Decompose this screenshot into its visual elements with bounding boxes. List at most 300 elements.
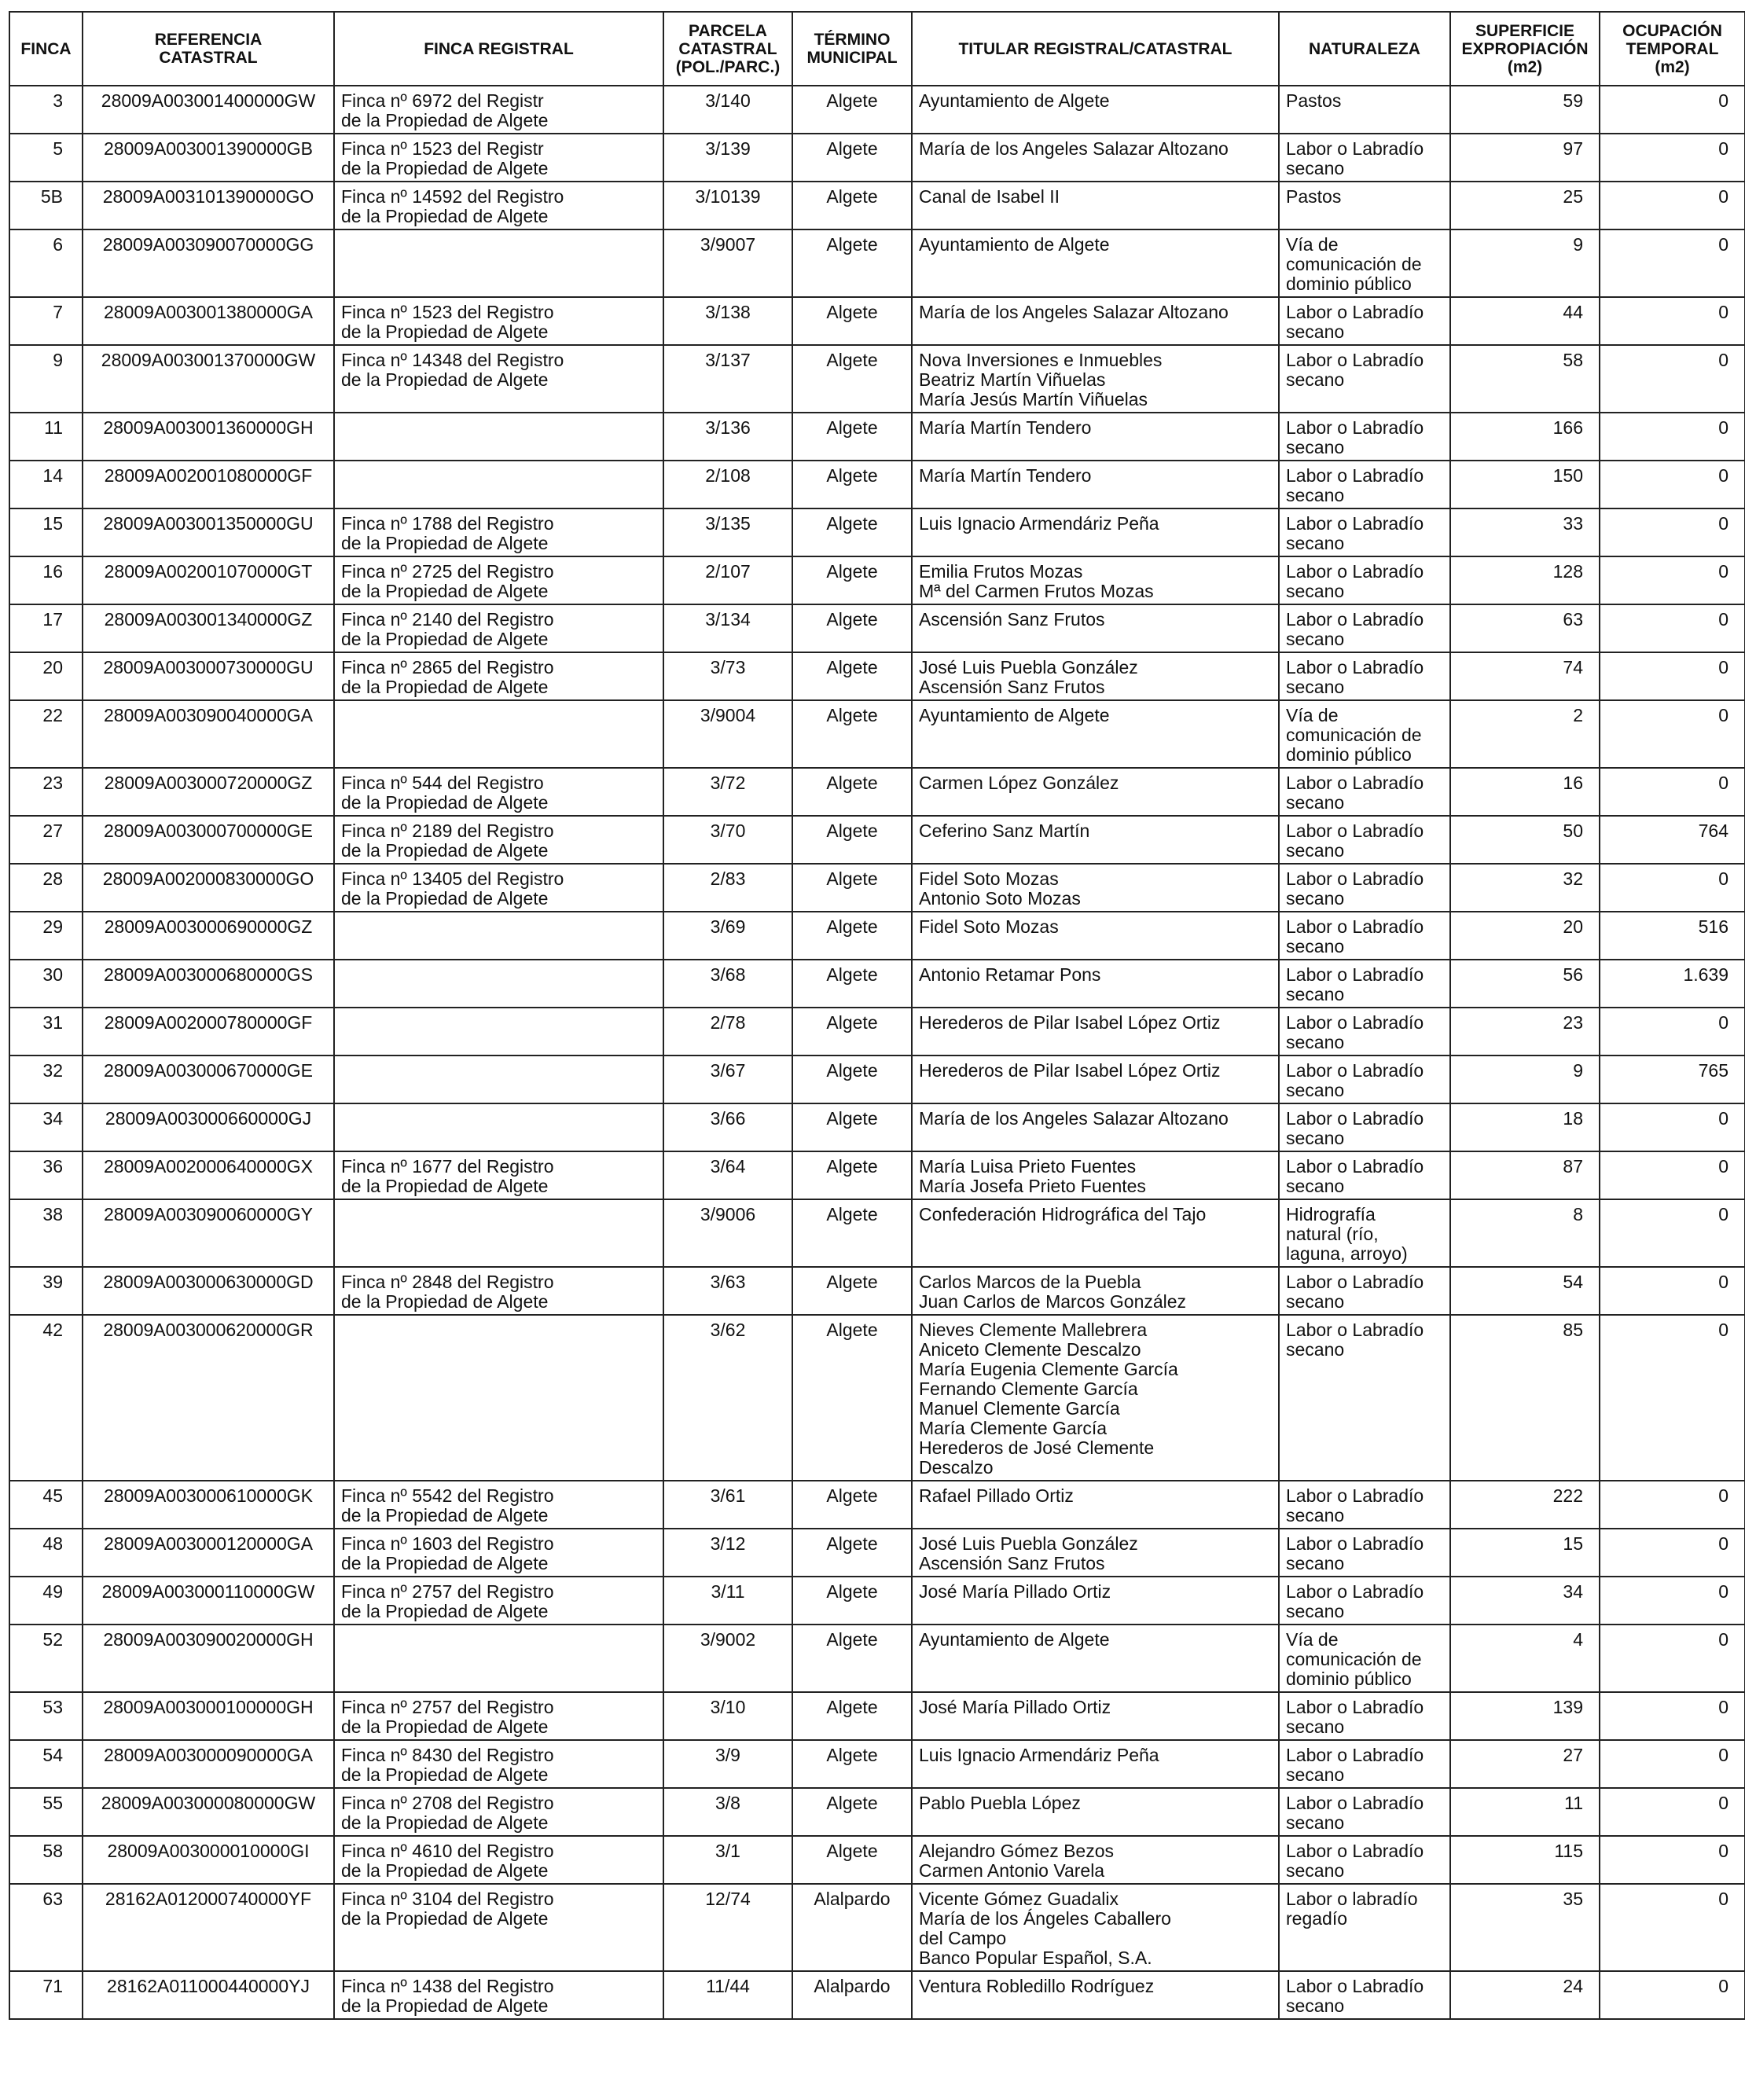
cell-naturaleza — [1279, 1199, 1450, 1267]
cell-termino-municipal: Algete — [792, 1151, 912, 1199]
cell-naturaleza-line: regadío — [1286, 1908, 1348, 1929]
cell-naturaleza-line: dominio público — [1286, 274, 1412, 294]
cell-finca-registral — [334, 1625, 663, 1692]
cell-naturaleza — [1279, 1788, 1450, 1836]
cell-superficie: 85 — [1450, 1315, 1600, 1481]
cell-termino-municipal: Algete — [792, 461, 912, 508]
cell-superficie: 27 — [1450, 1740, 1600, 1788]
cell-finca-registral — [334, 556, 663, 604]
table-row — [9, 700, 1745, 768]
cell-finca-registral — [334, 1008, 663, 1056]
cell-termino-municipal: Alalpardo — [792, 1884, 912, 1971]
cell-titular — [912, 229, 1279, 297]
cell-naturaleza — [1279, 1103, 1450, 1151]
cell-titular-line: Herederos de Pilar Isabel López Ortiz — [919, 1060, 1221, 1081]
cell-naturaleza-line: Labor o Labradío — [1286, 821, 1424, 841]
cell-titular — [912, 86, 1279, 134]
cell-finca-registral-line: Finca nº 3104 del Registro — [341, 1889, 554, 1909]
cell-naturaleza-line: secano — [1286, 629, 1345, 649]
cell-titular — [912, 1103, 1279, 1151]
cell-referencia-catastral: 28009A003001400000GW — [83, 86, 334, 134]
cell-naturaleza-line: Labor o Labradío — [1286, 138, 1424, 159]
cell-naturaleza-line: Labor o Labradío — [1286, 1793, 1424, 1813]
cell-superficie: 166 — [1450, 413, 1600, 461]
cell-referencia-catastral: 28009A003000100000GH — [83, 1692, 334, 1740]
table-row — [9, 1884, 1745, 1971]
cell-naturaleza — [1279, 1056, 1450, 1103]
cell-naturaleza-line: Labor o Labradío — [1286, 1581, 1424, 1602]
cell-titular — [912, 1267, 1279, 1315]
cell-finca-registral-line: Finca nº 2708 del Registro — [341, 1793, 554, 1813]
cell-titular-line: María Jesús Martín Viñuelas — [919, 389, 1148, 409]
cell-titular-line: Nova Inversiones e Inmuebles — [919, 350, 1163, 370]
cell-naturaleza-line: secano — [1286, 936, 1345, 956]
cell-titular — [912, 1971, 1279, 2019]
table-row — [9, 1056, 1745, 1103]
cell-referencia-catastral: 28009A003000080000GW — [83, 1788, 334, 1836]
table-row — [9, 86, 1745, 134]
cell-titular — [912, 1008, 1279, 1056]
cell-referencia-catastral: 28009A003000090000GA — [83, 1740, 334, 1788]
cell-naturaleza — [1279, 912, 1450, 960]
cell-referencia-catastral: 28009A002000640000GX — [83, 1151, 334, 1199]
cell-titular-line: María Josefa Prieto Fuentes — [919, 1176, 1146, 1196]
cell-referencia-catastral: 28009A002000780000GF — [83, 1008, 334, 1056]
cell-referencia-catastral: 28162A011000440000YJ — [83, 1971, 334, 2019]
cell-naturaleza-line: natural (río, — [1286, 1224, 1379, 1244]
cell-superficie: 16 — [1450, 768, 1600, 816]
cell-finca-registral — [334, 1692, 663, 1740]
cell-superficie: 97 — [1450, 134, 1600, 182]
header-superficie-expropiacion: SUPERFICIE EXPROPIACIÓN (m2) — [1450, 12, 1600, 86]
cell-titular — [912, 816, 1279, 864]
cell-referencia-catastral: 28009A003000700000GE — [83, 816, 334, 864]
table-row — [9, 508, 1745, 556]
cell-titular — [912, 1315, 1279, 1481]
cell-finca: 54 — [9, 1740, 83, 1788]
cell-finca-registral-line: Finca nº 2140 del Registro — [341, 609, 554, 630]
cell-ocupacion: 0 — [1600, 1103, 1745, 1151]
cell-superficie: 18 — [1450, 1103, 1600, 1151]
cell-parcela: 2/108 — [663, 461, 792, 508]
cell-naturaleza-line: secano — [1286, 792, 1345, 813]
cell-titular-line: Emilia Frutos Mozas — [919, 561, 1083, 582]
cell-naturaleza — [1279, 1151, 1450, 1199]
cell-titular-line: María de los Angeles Salazar Altozano — [919, 302, 1229, 322]
cell-titular — [912, 1151, 1279, 1199]
cell-parcela: 2/78 — [663, 1008, 792, 1056]
cell-naturaleza-line: Labor o Labradío — [1286, 1272, 1424, 1292]
cell-finca-registral — [334, 1315, 663, 1481]
cell-finca: 9 — [9, 345, 83, 413]
cell-titular-line: María Clemente García — [919, 1418, 1108, 1438]
cell-naturaleza-line: Pastos — [1286, 90, 1342, 111]
cell-parcela: 3/66 — [663, 1103, 792, 1151]
cell-naturaleza-line: Labor o Labradío — [1286, 1745, 1424, 1765]
cell-finca-registral-line: de la Propiedad de Algete — [341, 1601, 549, 1621]
cell-referencia-catastral: 28009A003000630000GD — [83, 1267, 334, 1315]
cell-finca: 32 — [9, 1056, 83, 1103]
cell-finca-registral-line: Finca nº 2757 del Registro — [341, 1581, 554, 1602]
cell-finca-registral — [334, 86, 663, 134]
cell-naturaleza — [1279, 413, 1450, 461]
cell-referencia-catastral: 28009A003101390000GO — [83, 182, 334, 229]
cell-ocupacion: 0 — [1600, 413, 1745, 461]
cell-titular — [912, 556, 1279, 604]
cell-referencia-catastral: 28009A003001390000GB — [83, 134, 334, 182]
table-row — [9, 1692, 1745, 1740]
cell-superficie: 20 — [1450, 912, 1600, 960]
cell-finca-registral-line: Finca nº 544 del Registro — [341, 773, 544, 793]
cell-parcela: 3/61 — [663, 1481, 792, 1529]
cell-finca: 42 — [9, 1315, 83, 1481]
cell-referencia-catastral: 28009A003000620000GR — [83, 1315, 334, 1481]
cell-titular — [912, 1056, 1279, 1103]
table-body — [9, 86, 1745, 2019]
cell-naturaleza — [1279, 1971, 1450, 2019]
cell-finca: 31 — [9, 1008, 83, 1056]
cell-titular-line: Manuel Clemente García — [919, 1398, 1120, 1419]
cell-titular — [912, 1692, 1279, 1740]
cell-naturaleza-line: secano — [1286, 1860, 1345, 1881]
cell-naturaleza — [1279, 229, 1450, 297]
cell-termino-municipal: Algete — [792, 816, 912, 864]
cell-finca: 36 — [9, 1151, 83, 1199]
cell-naturaleza-line: Vía de — [1286, 705, 1339, 725]
cell-naturaleza-line: Labor o Labradío — [1286, 1012, 1424, 1033]
cell-naturaleza-line: Labor o Labradío — [1286, 1533, 1424, 1554]
cell-naturaleza-line: Labor o Labradío — [1286, 773, 1424, 793]
cell-referencia-catastral: 28009A003090060000GY — [83, 1199, 334, 1267]
cell-finca-registral-line: de la Propiedad de Algete — [341, 629, 549, 649]
cell-finca-registral-line: de la Propiedad de Algete — [341, 1505, 549, 1525]
cell-termino-municipal: Algete — [792, 1788, 912, 1836]
cell-titular — [912, 912, 1279, 960]
cell-termino-municipal: Algete — [792, 1056, 912, 1103]
cell-titular-line: María de los Ángeles Caballero — [919, 1908, 1171, 1929]
cell-naturaleza — [1279, 1625, 1450, 1692]
cell-titular-line: Ceferino Sanz Martín — [919, 821, 1090, 841]
cell-naturaleza — [1279, 508, 1450, 556]
cell-finca: 27 — [9, 816, 83, 864]
cell-termino-municipal: Algete — [792, 864, 912, 912]
table-row — [9, 960, 1745, 1008]
cell-naturaleza — [1279, 182, 1450, 229]
cell-finca-registral-line: Finca nº 1523 del Registr — [341, 138, 544, 159]
cell-naturaleza-line: Vía de — [1286, 234, 1339, 255]
cell-naturaleza-line: secano — [1286, 1995, 1345, 2016]
cell-finca-registral-line: de la Propiedad de Algete — [341, 1860, 549, 1881]
cell-titular — [912, 1625, 1279, 1692]
cell-superficie: 222 — [1450, 1481, 1600, 1529]
cell-naturaleza-line: secano — [1286, 1176, 1345, 1196]
cell-titular-line: Carlos Marcos de la Puebla — [919, 1272, 1141, 1292]
cell-finca: 15 — [9, 508, 83, 556]
cell-superficie: 9 — [1450, 1056, 1600, 1103]
cell-naturaleza-line: dominio público — [1286, 1669, 1412, 1689]
cell-naturaleza-line: secano — [1286, 984, 1345, 1004]
cell-referencia-catastral: 28009A002001070000GT — [83, 556, 334, 604]
cell-ocupacion: 0 — [1600, 134, 1745, 182]
cell-ocupacion: 0 — [1600, 1151, 1745, 1199]
cell-ocupacion: 0 — [1600, 1267, 1745, 1315]
cell-finca-registral-line: de la Propiedad de Algete — [341, 1995, 549, 2016]
cell-ocupacion: 1.639 — [1600, 960, 1745, 1008]
cell-finca-registral — [334, 1056, 663, 1103]
cell-referencia-catastral: 28009A003001370000GW — [83, 345, 334, 413]
cell-referencia-catastral: 28009A002000830000GO — [83, 864, 334, 912]
cell-finca-registral — [334, 1740, 663, 1788]
cell-parcela: 3/9004 — [663, 700, 792, 768]
cell-naturaleza-line: secano — [1286, 677, 1345, 697]
cell-titular-line: Banco Popular Español, S.A. — [919, 1948, 1152, 1968]
cell-titular-line: Canal de Isabel II — [919, 186, 1060, 207]
cell-referencia-catastral: 28009A003000610000GK — [83, 1481, 334, 1529]
cell-naturaleza-line: secano — [1286, 840, 1345, 861]
cell-superficie: 32 — [1450, 864, 1600, 912]
cell-finca-registral-line: de la Propiedad de Algete — [341, 581, 549, 601]
cell-naturaleza-line: Labor o Labradío — [1286, 964, 1424, 985]
cell-naturaleza — [1279, 1836, 1450, 1884]
cell-naturaleza-line: Vía de — [1286, 1629, 1339, 1650]
cell-ocupacion: 0 — [1600, 864, 1745, 912]
cell-finca-registral — [334, 816, 663, 864]
header-referencia-catastral: REFERENCIA CATASTRAL — [83, 12, 334, 86]
cell-finca-registral — [334, 700, 663, 768]
cell-finca-registral-line: de la Propiedad de Algete — [341, 1764, 549, 1785]
cell-parcela: 3/138 — [663, 297, 792, 345]
cell-finca-registral-line: de la Propiedad de Algete — [341, 792, 549, 813]
cell-naturaleza-line: secano — [1286, 581, 1345, 601]
cell-termino-municipal: Algete — [792, 1836, 912, 1884]
cell-finca-registral-line: Finca nº 1677 del Registro — [341, 1156, 554, 1177]
table-row — [9, 1103, 1745, 1151]
cell-referencia-catastral: 28009A003000730000GU — [83, 652, 334, 700]
cell-naturaleza-line: Labor o Labradío — [1286, 1485, 1424, 1506]
cell-naturaleza-line: Labor o Labradío — [1286, 1156, 1424, 1177]
cell-superficie: 23 — [1450, 1008, 1600, 1056]
cell-finca: 39 — [9, 1267, 83, 1315]
cell-titular — [912, 768, 1279, 816]
cell-titular-line: Ascensión Sanz Frutos — [919, 1553, 1105, 1573]
cell-naturaleza — [1279, 700, 1450, 768]
cell-titular-line: José Luis Puebla González — [919, 657, 1138, 677]
cell-parcela: 3/64 — [663, 1151, 792, 1199]
cell-finca-registral — [334, 1971, 663, 2019]
cell-naturaleza — [1279, 864, 1450, 912]
cell-parcela: 3/70 — [663, 816, 792, 864]
cell-parcela: 3/12 — [663, 1529, 792, 1577]
cell-termino-municipal: Algete — [792, 556, 912, 604]
cell-titular-line: Fidel Soto Mozas — [919, 868, 1059, 889]
cell-naturaleza — [1279, 604, 1450, 652]
cell-termino-municipal: Algete — [792, 1103, 912, 1151]
cell-finca-registral-line: Finca nº 2189 del Registro — [341, 821, 554, 841]
cell-titular-line: Confederación Hidrográfica del Tajo — [919, 1204, 1207, 1224]
cell-referencia-catastral: 28009A003000110000GW — [83, 1577, 334, 1625]
cell-titular — [912, 960, 1279, 1008]
header-finca-registral: FINCA REGISTRAL — [334, 12, 663, 86]
cell-referencia-catastral: 28009A003001340000GZ — [83, 604, 334, 652]
cell-naturaleza — [1279, 345, 1450, 413]
cell-titular — [912, 1481, 1279, 1529]
cell-finca-registral-line: Finca nº 2757 del Registro — [341, 1697, 554, 1717]
cell-finca: 63 — [9, 1884, 83, 1971]
cell-finca: 34 — [9, 1103, 83, 1151]
cell-naturaleza-line: Labor o Labradío — [1286, 1976, 1424, 1996]
cell-referencia-catastral: 28009A003000660000GJ — [83, 1103, 334, 1151]
cell-finca-registral — [334, 1577, 663, 1625]
cell-termino-municipal: Algete — [792, 1692, 912, 1740]
cell-superficie: 33 — [1450, 508, 1600, 556]
table-row — [9, 912, 1745, 960]
cell-titular-line: Ascensión Sanz Frutos — [919, 677, 1105, 697]
cell-titular-line: María Luisa Prieto Fuentes — [919, 1156, 1137, 1177]
cell-finca: 23 — [9, 768, 83, 816]
cell-finca: 52 — [9, 1625, 83, 1692]
cell-finca-registral-line: Finca nº 13405 del Registro — [341, 868, 564, 889]
header-ocupacion-temporal: OCUPACIÓN TEMPORAL (m2) — [1600, 12, 1745, 86]
table-row — [9, 345, 1745, 413]
cell-finca-registral — [334, 1103, 663, 1151]
cell-ocupacion: 765 — [1600, 1056, 1745, 1103]
cell-superficie: 9 — [1450, 229, 1600, 297]
cell-finca-registral-line: Finca nº 2725 del Registro — [341, 561, 554, 582]
cell-superficie: 87 — [1450, 1151, 1600, 1199]
cell-ocupacion: 0 — [1600, 297, 1745, 345]
cell-superficie: 63 — [1450, 604, 1600, 652]
cell-ocupacion: 0 — [1600, 1481, 1745, 1529]
cell-finca-registral-line: de la Propiedad de Algete — [341, 206, 549, 226]
cell-titular-line: Mª del Carmen Frutos Mozas — [919, 581, 1154, 601]
cell-superficie: 34 — [1450, 1577, 1600, 1625]
cell-superficie: 59 — [1450, 86, 1600, 134]
cell-finca-registral-line: de la Propiedad de Algete — [341, 888, 549, 909]
cell-finca: 5B — [9, 182, 83, 229]
cell-parcela: 2/83 — [663, 864, 792, 912]
cell-titular-line: Ventura Robledillo Rodríguez — [919, 1976, 1155, 1996]
cell-ocupacion: 0 — [1600, 86, 1745, 134]
cell-naturaleza-line: Labor o Labradío — [1286, 868, 1424, 889]
cell-finca-registral — [334, 345, 663, 413]
cell-finca: 71 — [9, 1971, 83, 2019]
cell-titular-line: Pablo Puebla López — [919, 1793, 1081, 1813]
cell-naturaleza — [1279, 134, 1450, 182]
cell-finca: 16 — [9, 556, 83, 604]
table-row — [9, 297, 1745, 345]
cell-ocupacion: 0 — [1600, 461, 1745, 508]
cell-parcela: 3/9002 — [663, 1625, 792, 1692]
table-row — [9, 1788, 1745, 1836]
cell-naturaleza — [1279, 1529, 1450, 1577]
cell-finca-registral-line: Finca nº 8430 del Registro — [341, 1745, 554, 1765]
cell-superficie: 128 — [1450, 556, 1600, 604]
cell-naturaleza-line: secano — [1286, 1080, 1345, 1100]
cell-finca-registral — [334, 912, 663, 960]
cell-titular-line: José María Pillado Ortiz — [919, 1697, 1111, 1717]
cell-naturaleza-line: dominio público — [1286, 744, 1412, 765]
cell-titular — [912, 652, 1279, 700]
cell-superficie: 44 — [1450, 297, 1600, 345]
cell-naturaleza-line: secano — [1286, 1128, 1345, 1148]
cell-finca-registral-line: Finca nº 1523 del Registro — [341, 302, 554, 322]
cell-naturaleza-line: secano — [1286, 1291, 1345, 1312]
cell-parcela: 3/9 — [663, 1740, 792, 1788]
cell-termino-municipal: Algete — [792, 768, 912, 816]
cell-superficie: 35 — [1450, 1884, 1600, 1971]
cell-titular-line: Ayuntamiento de Algete — [919, 1629, 1110, 1650]
cell-referencia-catastral: 28009A003000680000GS — [83, 960, 334, 1008]
cell-titular — [912, 1884, 1279, 1971]
cell-naturaleza-line: Labor o Labradío — [1286, 561, 1424, 582]
cell-titular-line: Descalzo — [919, 1457, 994, 1478]
cell-ocupacion: 764 — [1600, 816, 1745, 864]
cell-termino-municipal: Algete — [792, 700, 912, 768]
cell-finca-registral-line: Finca nº 14592 del Registro — [341, 186, 564, 207]
cell-naturaleza-line: secano — [1286, 437, 1345, 457]
cell-titular-line: María Martín Tendero — [919, 417, 1092, 438]
cell-parcela: 3/1 — [663, 1836, 792, 1884]
cell-naturaleza-line: secano — [1286, 533, 1345, 553]
cell-termino-municipal: Algete — [792, 1577, 912, 1625]
cell-referencia-catastral: 28009A003000010000GI — [83, 1836, 334, 1884]
cell-naturaleza-line: comunicación de — [1286, 1649, 1422, 1669]
cell-finca: 17 — [9, 604, 83, 652]
cell-termino-municipal: Algete — [792, 297, 912, 345]
cell-finca-registral — [334, 182, 663, 229]
cell-finca-registral — [334, 1788, 663, 1836]
cell-ocupacion: 0 — [1600, 1692, 1745, 1740]
cell-naturaleza-line: comunicación de — [1286, 725, 1422, 745]
table-row — [9, 1577, 1745, 1625]
cell-finca-registral-line: Finca nº 1438 del Registro — [341, 1976, 554, 1996]
cell-termino-municipal: Algete — [792, 1315, 912, 1481]
cell-titular-line: Juan Carlos de Marcos González — [919, 1291, 1187, 1312]
cell-naturaleza-line: Labor o labradío — [1286, 1889, 1418, 1909]
cell-naturaleza — [1279, 1008, 1450, 1056]
cell-finca-registral — [334, 413, 663, 461]
cell-finca-registral-line: de la Propiedad de Algete — [341, 158, 549, 178]
table-row — [9, 864, 1745, 912]
cell-finca-registral-line: de la Propiedad de Algete — [341, 1716, 549, 1737]
cell-titular — [912, 1199, 1279, 1267]
cell-titular-line: Antonio Soto Mozas — [919, 888, 1081, 909]
table-row — [9, 1315, 1745, 1481]
table-row — [9, 182, 1745, 229]
cell-ocupacion: 0 — [1600, 1199, 1745, 1267]
cell-naturaleza-line: secano — [1286, 1339, 1345, 1360]
cell-finca: 28 — [9, 864, 83, 912]
cell-finca-registral-line: de la Propiedad de Algete — [341, 533, 549, 553]
cell-finca-registral — [334, 652, 663, 700]
cell-naturaleza-line: comunicación de — [1286, 254, 1422, 274]
cell-titular-line: Herederos de Pilar Isabel López Ortiz — [919, 1012, 1221, 1033]
header-termino-municipal: TÉRMINO MUNICIPAL — [792, 12, 912, 86]
cell-naturaleza-line: secano — [1286, 1812, 1345, 1833]
cell-finca: 58 — [9, 1836, 83, 1884]
cell-finca-registral-line: de la Propiedad de Algete — [341, 110, 549, 130]
table-row — [9, 134, 1745, 182]
cell-termino-municipal: Algete — [792, 1625, 912, 1692]
cell-finca-registral — [334, 1151, 663, 1199]
cell-titular-line: Ayuntamiento de Algete — [919, 234, 1110, 255]
cell-superficie: 25 — [1450, 182, 1600, 229]
cell-titular-line: Fidel Soto Mozas — [919, 916, 1059, 937]
cell-ocupacion: 0 — [1600, 1740, 1745, 1788]
cell-finca-registral — [334, 768, 663, 816]
table-row — [9, 461, 1745, 508]
table-row — [9, 1836, 1745, 1884]
